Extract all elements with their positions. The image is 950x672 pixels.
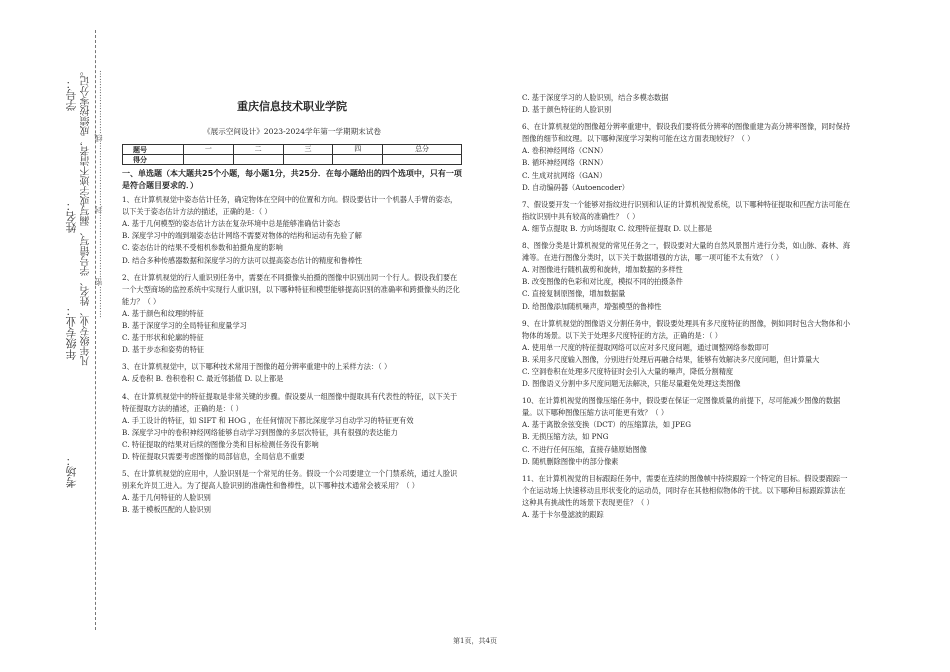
answer-option: B. 深度学习中的端到端姿态估计网络不需要对物体的结构和运动有先验了解 [122,231,362,241]
answer-option: C. 空洞卷积在处理多尺度特征时会引入大量的噪声，降低分割精度 [522,366,734,376]
score-input-cell[interactable] [233,155,283,165]
right-column [522,92,852,526]
question-item [122,468,462,516]
answer-option: D. 图像语义分割中多尺度问题无法解决，只能尽量避免处理这类图像 [522,379,741,389]
score-input-cell[interactable] [383,155,462,165]
answer-option: B. 改变图像的色彩和对比度，模拟不同的拍摄条件 [522,277,683,287]
name-label: 姓名： [65,200,78,233]
answer-option: A. 使用单一尺度的特征提取网络可以应对多尺度问题，通过调整网络参数即可 [522,342,769,352]
question-item [122,194,462,267]
question-stem: 1、在计算机视觉中姿态估计任务，确定物体在空间中的位置和方向。假设要估计一个机器人手臂的姿态，以下关于姿态估计方法的描述，正确的是：（ ） [122,195,458,217]
answer-option: A. 卷积神经网络（CNN） [522,146,608,156]
answer-option: D. 基于步态和姿势的特征 [122,345,204,355]
question-item [522,240,852,313]
question-list [122,194,462,516]
answer-option: C. 基于形状和轮廓的特征 [122,333,204,343]
question-item [122,391,462,464]
score-cell: 题号 [123,145,184,155]
question-item [122,272,462,357]
answer-option: C. 直接复制原图像，增加数据量 [522,289,626,299]
question-stem: 3、在计算机视觉中，以下哪种技术常用于图像的超分辨率重建中的上采样方法：（ ） [122,362,392,372]
answer-option: B. 深度学习中的卷积神经网络能够自动学习到图像的多层次特征，具有很强的表达能力 [122,427,398,437]
score-input-cell[interactable] [283,155,333,165]
binding-margin [0,0,110,672]
question-stem: 4、在计算机视觉中的特征提取是非常关键的步骤。假设要从一组图像中提取具有代表性的特征，以下关于特征提取方法的描述，正确的是：（ ） [122,391,458,413]
answer-option: A. 反卷积 B. 卷积卷积 C. 最近邻插值 D. 以上都是 [122,374,284,384]
score-input-cell[interactable] [184,155,234,165]
left-column [122,96,462,521]
exam-title: 《展示空间设计》2023-2024学年第一学期期末试卷 [203,127,381,136]
score-table [122,144,462,165]
answer-option: D. 特征提取只需要考虑图像的局部信息，全局信息不重要 [122,451,305,461]
question-stem: 8、图像分类是计算机视觉的常见任务之一，假设要对大量的自然风景图片进行分类，如山脉、森林、海滩等。在进行图像分类时，以下关于数据增强的方法，哪一项可能不太有效？（ ） [522,241,851,263]
binding-instructions: 凡年级专业、姓名、学号错写、漏写或字迹不清者，成绩按零分记。 [81,66,92,366]
answer-option: A. 基于颜色和纹理的特征 [122,308,204,318]
answer-option: B. 采用多尺度输入图像，分别进行处理后再融合结果，能够有效解决多尺度问题，但计算量大 [522,354,820,364]
question-stem: 6、在计算机视觉的图像超分辨率重建中，假设我们要将低分辨率的图像重建为高分辨率图像，同时保持图像的细节和纹理。以下哪种深度学习架构可能在这方面表现较好？（ ） [522,122,851,144]
question-stem: 2、在计算机视觉的行人重识别任务中，需要在不同摄像头拍摄的图像中识别出同一个行人。假设我们要在一个大型商场的监控系统中实现行人重识别，以下哪种特征和模型能够提高识别的准确率和跨摄像头的泛化能力？（ ） [122,272,460,306]
answer-option: C. 姿态估计的结果不受相机参数和拍摄角度的影响 [122,243,283,253]
answer-option: A. 基于几何模型的姿态估计方法在复杂环境中总是能够准确估计姿态 [122,219,341,229]
answer-option: B. 基于模板匹配的人脸识别 [122,505,211,515]
answer-option: B. 基于深度学习的全局特征和度量学习 [122,321,247,331]
answer-option: A. 对图像进行随机裁剪和旋转，增加数据的多样性 [522,265,683,275]
answer-option: A. 基于几何特征的人脸识别 [122,493,211,503]
answer-option: D. 结合多种传感器数据和深度学习的方法可以提高姿态估计的精度和鲁棒性 [122,255,363,265]
question-item [522,92,852,116]
score-cell: 得分 [123,155,184,165]
seal-cut-marks: …………密……………………封……………………线…………………… [94,70,103,318]
answer-option: C. 不进行任何压缩，直接存储原始图像 [522,444,647,454]
question-item [122,361,462,385]
score-cell: 四 [333,145,383,155]
page-number: 第1页，共4页 [453,637,497,645]
answer-option: D. 给图像添加随机噪声，增强模型的鲁棒性 [522,301,662,311]
answer-option: A. 基于卡尔曼滤波的跟踪 [522,510,604,519]
score-cell: 一 [184,145,234,155]
answer-option: B. 无损压缩方法，如 PNG [522,432,609,442]
question-stem: 5、在计算机视觉的应用中，人脸识别是一个常见的任务。假设一个公司要建立一个门禁系统，通过人脸识别来允许员工进入。为了提高人脸识别的准确性和鲁棒性，以下哪种技术通常会被采用？（ ） [122,469,458,491]
exam-site-label: 考场： [65,455,78,488]
question-item [522,395,852,468]
answer-option: D. 自动编码器（Autoencoder） [522,182,629,192]
question-stem: 7、假设要开发一个能够对指纹进行识别和认证的计算机视觉系统，以下哪种特征提取和匹配方法可能在指纹识别中具有较高的准确性？（ ） [522,199,851,221]
answer-option: D. 基于颜色特征的人脸识别 [522,105,612,115]
question-stem: 9、在计算机视觉的图像语义分割任务中，假设要处理具有多尺度特征的图像，例如同时包含大物体和小物体的场景。以下关于处理多尺度特征的方法，正确的是：（ ） [522,318,851,340]
question-list [522,92,852,521]
student-id-label: 学号： [65,78,78,111]
answer-option: C. 特征提取的结果对后续的图像分类和目标检测任务没有影响 [122,439,319,449]
score-table-score-row [123,155,462,165]
school-title: 重庆信息技术职业学院 [237,100,347,113]
answer-option: C. 生成对抗网络（GAN） [522,170,607,180]
score-cell: 三 [283,145,333,155]
answer-option: B. 循环神经网络（RNN） [522,158,608,168]
question-item [522,473,852,521]
answer-option: A. 手工设计的特征，如 SIFT 和 HOG ，在任何情况下都比深度学习自动学习的特征更有效 [122,415,414,425]
score-cell: 总分 [383,145,462,155]
answer-option: A. 基于离散余弦变换（DCT）的压缩算法，如 JPEG [522,420,691,430]
question-stem: 10、在计算机视觉的图像压缩任务中，假设要在保证一定图像质量的前提下，尽可能减少图像的数据量。以下哪种图像压缩方法可能更有效？（ ） [522,396,841,418]
score-cell: 二 [233,145,283,155]
question-item [522,318,852,391]
section-heading: 一、单选题（本大题共25个小题，每小题1分，共25分．在每小题给出的四个选项中，只有一项是符合题目要求的．） [122,169,462,191]
question-item [522,121,852,194]
question-item [522,199,852,235]
score-input-cell[interactable] [333,155,383,165]
grade-label: 年级专业： [65,305,78,360]
score-table-header-row [123,145,462,155]
question-stem: 11、在计算机视觉的目标跟踪任务中，需要在连续的图像帧中持续跟踪一个特定的目标。假设要跟踪一个在运动场上快速移动且形状变化的运动员，同时存在其他相似物体的干扰。以下哪种目标跟踪算法在这种具有挑战性的场景下表现更佳？（ ） [522,473,848,507]
answer-option: A. 细节点提取 B. 方向场提取 C. 纹理特征提取 D. 以上都是 [522,223,713,233]
answer-option: C. 基于深度学习的人脸识别，结合多模态数据 [522,93,669,102]
answer-option: D. 随机删除图像中的部分像素 [522,456,619,466]
